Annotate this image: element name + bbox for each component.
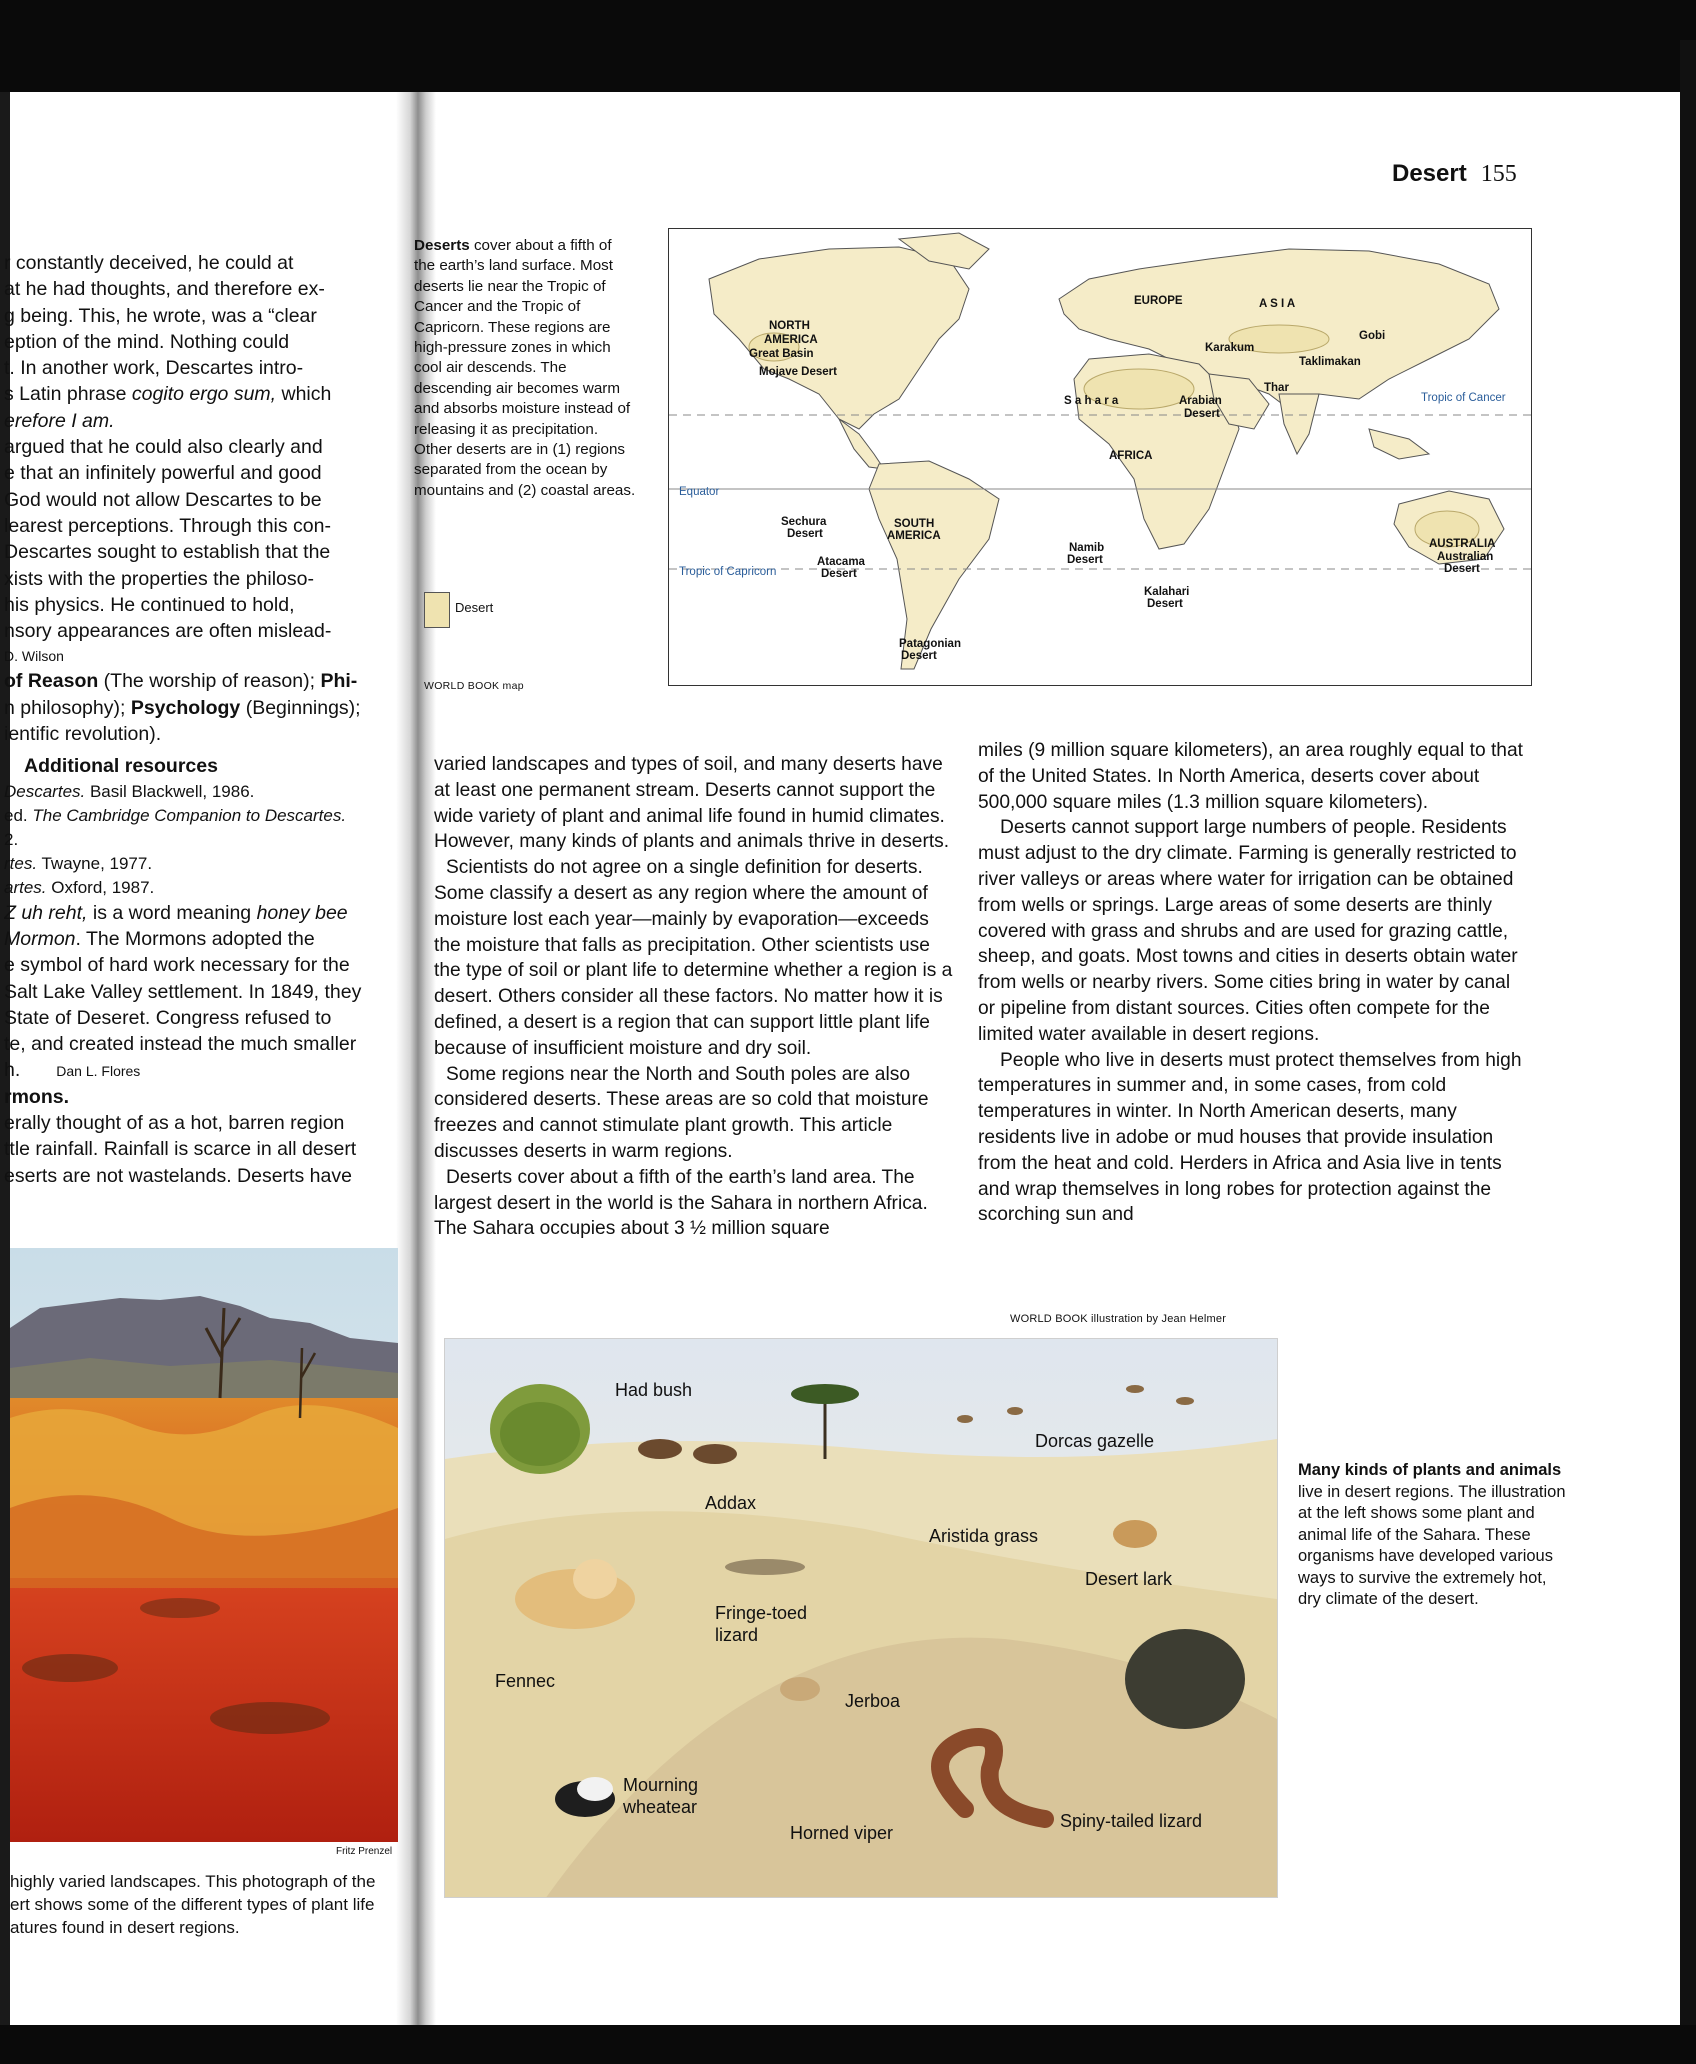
label-namib: Desert [1067,554,1103,566]
paragraph: miles (9 million square kilometers), an area roughly equal to that of the United States. In North America, deserts cover about 500,000 square miles (1.3 million square kilometers). [978,740,1523,813]
paragraph: varied landscapes and types of soil, and many deserts have at least one permanent stream. Deserts cannot support the wide variety of plant and animal life found in humid climates. However, many kinds of plants and animals thrive in deserts. [434,754,950,853]
page-number: 155 [1480,161,1517,187]
label-desert-lark: Desert lark [1085,1569,1173,1589]
text-line: e that an infinitely powerful and good [4,462,322,485]
text-fragment: (The worship of reason); [98,670,321,693]
label-sechura: Sechura [781,516,827,528]
see-also-line [4,668,390,694]
label-gobi: Gobi [1359,330,1386,342]
text-line [4,926,390,952]
text-fragment: is a word meaning [87,901,257,924]
label-australian: Australian [1437,551,1494,563]
label-great-basin: Great Basin [749,348,814,360]
world-desert-map [668,228,1532,686]
paragraph: Some regions near the North and South poles are also considered deserts. These areas are so cold that moisture freezes and cannot stimulate plant growth. This article discusses deserts in warm regions. [434,1063,929,1162]
text-line: at he had thoughts, and therefore ex- [4,278,325,301]
paragraph: Deserts cover about a fifth of the earth’s land area. The largest desert in the world is the Sahara in northern Africa. The Sahara occupies about 3 ½ million square [434,1166,928,1240]
text-line: his physics. He continued to hold, [4,593,295,616]
label-kalahari: Kalahari [1144,586,1190,598]
text-line: ttle rainfall. Rainfall is scarce in all desert [4,1138,357,1161]
text-line: te, and created instead the much smaller [4,1033,357,1056]
photo-caption [10,1870,400,1939]
text-line: r constantly deceived, he could at [4,252,294,274]
resource-item [4,852,390,876]
text-fragment: Z uh reht, [4,901,88,924]
label-south-america: SOUTH [894,518,935,530]
see-also-term: Phi- [320,670,358,693]
paragraph: People who live in deserts must protect themselves from high temperatures in summer and, in some cases, from cold temperatures in winter. In North American deserts, many residents live in adobe or mud houses that provide insulation from the heat and cold. Herders in Africa and Asia live in tents and wrap themselves in long robes for protection against the scorching sun and [978,1049,1522,1226]
text-fragment: s Latin phrase [4,383,132,406]
see-also-line [4,695,390,721]
text-line: eption of the mind. Nothing could [4,330,290,353]
label-namib: Namib [1069,542,1105,554]
author-credit: D. Wilson [4,648,64,665]
label-fringe-toed-lizard: Fringe-toed [715,1603,808,1623]
paragraph: Deserts cannot support large numbers of people. Residents must adjust to the dry climate. Farming is generally restricted to river valleys or areas where water for irrigation can be obtained from wells or springs. Large areas of some deserts are thinly covered with grass and shrubs and are used for grazing cattle, sheep, and goats. Most towns and cities in deserts obtain water from wells or nearby rivers. Some cities bring in water by canal or pipeline from distant sources. Cities often compete for the limited water available in desert regions. [978,817,1518,1045]
text-line: e symbol of hard work necessary for the [4,954,350,977]
article-heading: rmons. [4,1085,70,1108]
left-page-column [4,250,390,1189]
label-north-america: AMERICA [764,334,818,346]
label-dorcas-gazelle: Dorcas gazelle [1035,1431,1155,1451]
sahara-life-illustration [444,1338,1278,1898]
label-fringe-toed-lizard: lizard [715,1625,759,1645]
label-patagonian: Desert [901,650,937,662]
scan-right-border [1680,40,1696,2030]
running-head-title: Desert [1392,160,1467,187]
label-jerboa: Jerboa [845,1691,901,1711]
resource-item [4,876,390,900]
text-fragment: (Beginnings); [240,696,361,719]
photo-credit: Fritz Prenzel [336,1846,393,1857]
scan-top-border [0,0,1696,92]
label-atacama: Atacama [817,556,865,568]
text-fragment: Oxford, 1987. [46,877,155,897]
text-line: erefore I am. [4,409,115,432]
label-asia: A S I A [1259,298,1296,310]
text-fragment: n philosophy); [4,696,131,719]
caption-line: highly varied landscapes. This photograph of the [10,1872,376,1891]
label-australian: Desert [1444,563,1480,575]
label-south-america: AMERICA [887,530,941,542]
text-fragment: h. [4,1059,21,1082]
label-mourning-wheatear: Mourning [623,1775,699,1795]
illustration-caption [1298,1460,1568,1611]
caption-lead: Many kinds of plants and animals [1298,1461,1562,1479]
label-arabian: Arabian [1179,395,1222,407]
text-line: t. In another work, Descartes intro- [4,357,304,380]
text-line: learest perceptions. Through this con- [4,514,331,537]
text-line: argued that he could also clearly and [4,436,323,459]
text-line: God would not allow Descartes to be [4,488,322,511]
text-fragment: Mormon [4,927,76,950]
label-north-america: NORTH [769,320,810,332]
text-fragment: ed. [4,805,33,825]
label-mojave: Mojave Desert [759,366,837,378]
label-europe: EUROPE [1134,295,1183,307]
text-line: Salt Lake Valley settlement. In 1849, they [4,980,362,1003]
text-line [4,1057,390,1083]
text-line: xists with the properties the philoso- [4,567,314,590]
label-thar: Thar [1264,382,1289,394]
text-fragment: Basil Blackwell, 1986. [85,781,255,801]
label-patagonian: Patagonian [899,638,961,650]
text-line: Descartes sought to establish that the [4,541,331,564]
body-column-2 [978,738,1526,1228]
desert-landscape-photo [10,1248,398,1842]
text-fragment: The Cambridge Companion to Descartes. [32,805,347,825]
scan-bottom-border [0,2025,1696,2064]
see-also-term: of Reason [4,670,99,693]
text-fragment: . The Mormons adopted the [75,927,315,950]
label-spiny-tailed-lizard: Spiny-tailed lizard [1060,1811,1203,1831]
label-africa: AFRICA [1109,450,1153,462]
text-fragment: which [276,383,332,406]
label-aristida-grass: Aristida grass [929,1526,1039,1546]
text-line: erally thought of as a hot, barren region [4,1112,345,1135]
caption-text: cover about a fifth of the earth’s land surface. Most deserts lie near the Tropic of Cancer and the Tropic of Capricorn. These regions are high-pressure zones in which cool air descends. The descending air becomes warm and absorbs moisture instead of releasing it as precipitation. Other deserts are in (1) regions separated from the ocean by mountains and (2) coastal areas. [414,237,636,499]
resources-heading: Additional resources [24,755,218,778]
legend-swatch-desert [424,592,450,628]
label-karakum: Karakum [1205,342,1255,354]
text-line: eserts are not wastelands. Deserts have [4,1164,352,1187]
text-line: State of Deseret. Congress refused to [4,1006,332,1029]
author-credit: Dan L. Flores [56,1063,141,1080]
latin-phrase: cogito ergo sum, [131,383,277,406]
text-fragment: artes. [4,877,47,897]
text-fragment: honey bee [256,901,348,924]
label-had-bush: Had bush [615,1380,693,1400]
text-fragment: Descartes. [4,781,86,801]
resource-item [4,804,390,828]
caption-lead: Deserts [414,237,470,254]
body-column-1 [434,752,954,1242]
running-header [1392,160,1517,188]
resource-item [4,780,390,804]
label-fennec: Fennec [495,1671,556,1691]
text-line [4,900,390,926]
caption-text: live in desert regions. The illustration at the left shows some plant and animal life of the Sahara. These organisms have developed various ways to survive the extremely hot, dry climate of the desert. [1298,1482,1566,1608]
map-credit: WORLD BOOK map [424,680,524,692]
label-atacama: Desert [821,568,857,580]
label-australia: AUSTRALIA [1429,538,1496,550]
see-also-line: ientific revolution). [4,723,162,746]
label-kalahari: Desert [1147,598,1183,610]
caption-line: atures found in desert regions. [10,1918,240,1937]
text-line: nsory appearances are often mislead- [4,620,332,643]
label-mourning-wheatear: wheatear [623,1797,698,1817]
text-line [4,381,390,407]
caption-line: ert shows some of the different types of plant life [10,1895,375,1914]
label-horned-viper: Horned viper [790,1823,894,1843]
see-also-term: Psychology [130,696,241,719]
label-arabian: Desert [1184,408,1220,420]
label-sahara: S a h a r a [1064,395,1119,407]
map-caption [414,236,636,501]
illustration-credit: WORLD BOOK illustration by Jean Helmer [1010,1313,1227,1325]
label-sechura: Desert [787,528,823,540]
label-addax: Addax [705,1493,757,1513]
resource-item: 2. [4,829,19,849]
label-tropic-capricorn: Tropic of Capricorn [679,566,777,578]
text-fragment: Twayne, 1977. [37,853,153,873]
label-tropic-cancer: Tropic of Cancer [1421,392,1506,404]
text-line: g being. This, he wrote, was a “clear [4,304,317,327]
label-taklimakan: Taklimakan [1299,356,1361,368]
paragraph: Scientists do not agree on a single definition for deserts. Some classify a desert as any region where the amount of moisture lost each year—mainly by evaporation—exceeds the moisture that falls as precipitation. Other scientists use the type of soil or plant life to determine whether a region is a desert. Others consider all these factors. No matter how it is defined, a desert is a region that can support little plant life because of insufficient moisture and dry soil. [434,857,953,1059]
legend-label: Desert [455,600,494,615]
label-equator: Equator [679,486,720,498]
text-fragment: rtes. [4,853,38,873]
